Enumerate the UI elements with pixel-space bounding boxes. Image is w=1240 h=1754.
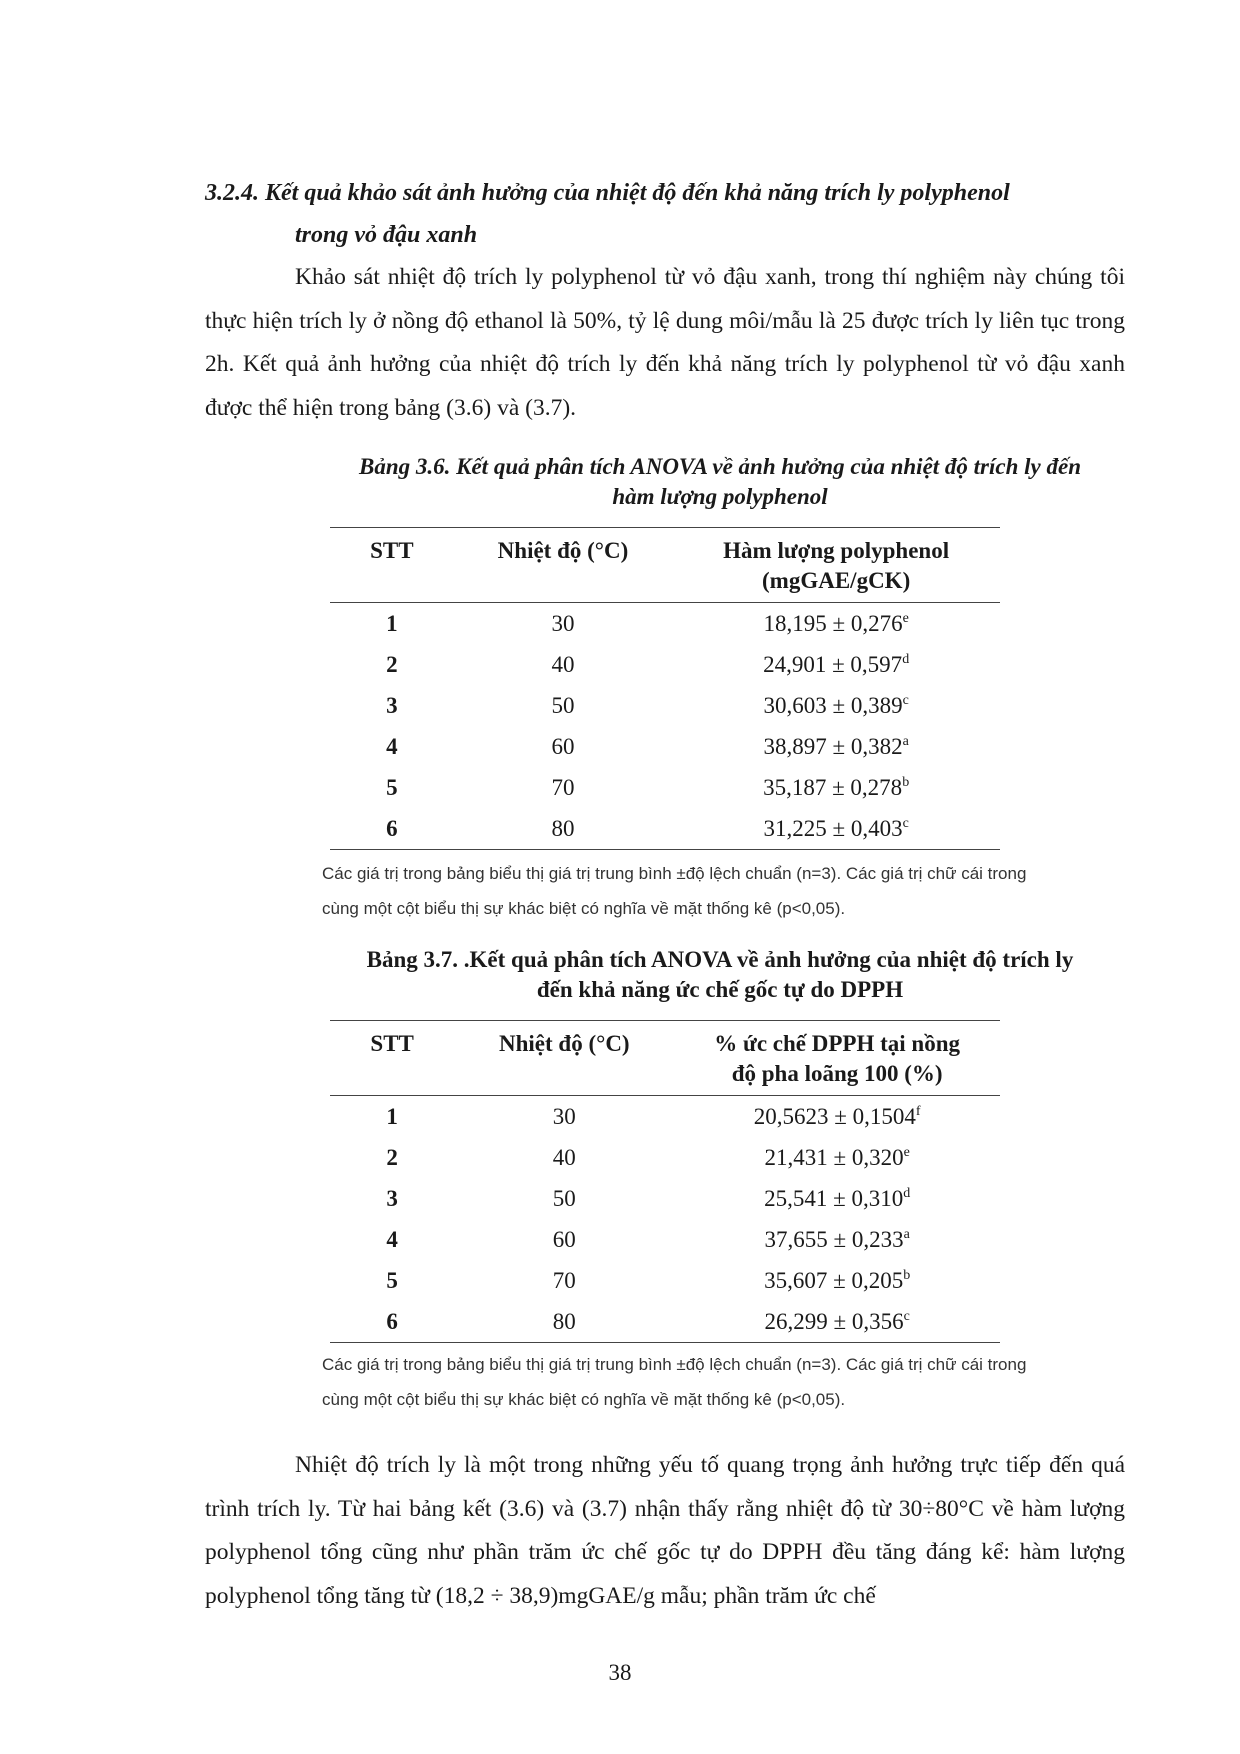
table1-cell-value — [672, 603, 1000, 645]
table1-value-text: 38,897 ± 0,382 — [763, 734, 903, 759]
table-row — [330, 1137, 1000, 1178]
table-row — [330, 1260, 1000, 1301]
table-row — [330, 685, 1000, 726]
table1-cell-value — [672, 767, 1000, 808]
table2-note — [322, 1347, 1142, 1417]
table2-header-value — [674, 1021, 1000, 1096]
table1-caption — [320, 452, 1120, 512]
table2-note-line1: Các giá trị trong bảng biểu thị giá trị trung bình ±độ lệch chuẩn (n=3). Các giá trị chữ cái trong — [322, 1355, 1027, 1374]
table-polyphenol — [330, 527, 1000, 850]
paragraph-discussion — [205, 1444, 1125, 1618]
table2-caption-line1: Bảng 3.7. .Kết quả phân tích ANOVA về ảnh hưởng của nhiệt độ trích ly — [366, 947, 1074, 972]
table1-header-value — [672, 528, 1000, 603]
table2-cell-temp: 70 — [552, 1268, 576, 1293]
table-row — [330, 1301, 1000, 1343]
table2-cell-stt: 2 — [386, 1145, 398, 1170]
table2-cell-stt: 5 — [386, 1268, 398, 1293]
table2-cell-temp: 40 — [552, 1145, 576, 1170]
table1-value-sup: b — [902, 775, 910, 790]
table2-value-text: 21,431 ± 0,320 — [764, 1145, 904, 1170]
table2-value-sup: e — [903, 1145, 910, 1160]
table2-caption-line2: đến khả năng ức chế gốc tự do DPPH — [536, 977, 904, 1002]
table2-cell-temp: 30 — [552, 1104, 576, 1129]
table1-caption-line1: Bảng 3.6. Kết quả phân tích ANOVA về ảnh hưởng của nhiệt độ trích ly đến — [359, 454, 1081, 479]
table1-header-value-line1: Hàm lượng polyphenol — [723, 538, 950, 563]
table1-header-value-line2: (mgGAE/gCK) — [762, 568, 911, 593]
table2-header-temp: Nhiệt độ (°C) — [454, 1021, 674, 1096]
table2-cell-stt: 6 — [330, 1301, 454, 1343]
table2-cell-value — [674, 1096, 1000, 1138]
table1-cell-value — [672, 685, 1000, 726]
table-row — [330, 644, 1000, 685]
table1-note — [322, 856, 1142, 926]
table-row — [330, 1219, 1000, 1260]
table1-cell-temp: 50 — [551, 693, 575, 718]
table1-cell-stt: 4 — [386, 734, 398, 759]
table2-caption — [320, 945, 1120, 1005]
table2-header-row — [330, 1021, 1000, 1096]
table-row — [330, 1096, 1000, 1138]
table1-cell-stt: 3 — [386, 693, 398, 718]
table1-cell-stt: 2 — [386, 652, 398, 677]
table2-cell-stt: 1 — [386, 1104, 398, 1129]
table2-cell-value — [674, 1137, 1000, 1178]
table2-note-line2: cùng một cột biểu thị sự khác biệt có nghĩa về mặt thống kê (p<0,05). — [322, 1390, 846, 1409]
table2-cell-stt: 4 — [386, 1227, 398, 1252]
table1-cell-value — [672, 726, 1000, 767]
table2-cell-value — [674, 1301, 1000, 1343]
table1-value-sup: e — [902, 611, 909, 626]
table2-cell-temp: 60 — [552, 1227, 576, 1252]
table2-value-text: 35,607 ± 0,205 — [764, 1268, 904, 1293]
table1-cell-temp: 60 — [551, 734, 575, 759]
table2-cell-value — [674, 1219, 1000, 1260]
table2-value-text: 25,541 ± 0,310 — [764, 1186, 904, 1211]
table1-note-line2: cùng một cột biểu thị sự khác biệt có nghĩa về mặt thống kê (p<0,05). — [322, 899, 846, 918]
table2-cell-value — [674, 1260, 1000, 1301]
table1-cell-stt: 1 — [386, 611, 398, 636]
table1-cell-stt: 5 — [386, 775, 398, 800]
table2-cell-value — [674, 1178, 1000, 1219]
table1-value-text: 31,225 ± 0,403 — [763, 816, 903, 841]
table1-value-sup: c — [902, 693, 909, 708]
table2-cell-stt: 3 — [386, 1186, 398, 1211]
table1-value-text: 35,187 ± 0,278 — [763, 775, 903, 800]
paragraph-discussion-text: Nhiệt độ trích ly là một trong những yếu tố quang trọng ảnh hưởng trực tiếp đến quá trình trích ly. Từ hai bảng kết (3.6) và (3.7) nhận thấy rằng nhiệt độ từ 30÷80°C về hàm lượng polyphenol tổng cũng như phần trăm ức chế gốc tự do DPPH đều tăng đáng kể: hàm lượng polyphenol tổng tăng từ (18,2 ÷ 38,9)mgGAE/g mẫu; phần trăm ức chế — [205, 1452, 1125, 1609]
section-heading-line1: 3.2.4. Kết quả khảo sát ảnh hưởng của nhiệt độ đến khả năng trích ly polyphenol — [205, 180, 1010, 206]
table2-header-value-line1: % ức chế DPPH tại nồng — [714, 1031, 960, 1056]
table1-header-temp: Nhiệt độ (°C) — [454, 528, 673, 603]
table1-cell-temp: 70 — [551, 775, 575, 800]
table1-cell-value — [672, 808, 1000, 850]
table2-cell-temp: 50 — [552, 1186, 576, 1211]
table1-cell-value — [672, 644, 1000, 685]
table2-value-sup: f — [915, 1104, 921, 1119]
table2-value-sup: c — [903, 1309, 910, 1324]
table-row — [330, 1178, 1000, 1219]
paragraph-intro-text: Khảo sát nhiệt độ trích ly polyphenol từ vỏ đậu xanh, trong thí nghiệm này chúng tôi thực hiện trích ly ở nồng độ ethanol là 50%, tỷ lệ dung môi/mẫu là 25 được trích ly liên tục trong 2h. Kết quả ảnh hưởng của nhiệt độ trích ly đến khả năng trích ly polyphenol từ vỏ đậu xanh được thể hiện trong bảng (3.6) và (3.7). — [205, 264, 1125, 421]
table2-value-text: 26,299 ± 0,356 — [764, 1309, 904, 1334]
table1-caption-line2: hàm lượng polyphenol — [612, 484, 828, 509]
section-heading-line2: trong vỏ đậu xanh — [295, 222, 478, 248]
table1-header-stt: STT — [330, 528, 454, 603]
table1-value-sup: a — [902, 734, 909, 749]
table1-note-line1: Các giá trị trong bảng biểu thị giá trị trung bình ±độ lệch chuẩn (n=3). Các giá trị chữ cái trong — [322, 864, 1027, 883]
table2-value-sup: d — [903, 1186, 911, 1201]
table2-value-sup: a — [903, 1227, 910, 1242]
table-row — [330, 767, 1000, 808]
table-row — [330, 603, 1000, 645]
table2-value-text: 37,655 ± 0,233 — [764, 1227, 904, 1252]
table2-value-sup: b — [903, 1268, 911, 1283]
table1-value-sup: c — [902, 816, 909, 831]
table2-value-text: 20,5623 ± 0,1504 — [753, 1104, 916, 1129]
table1-cell-stt: 6 — [330, 808, 454, 850]
table1-cell-temp: 80 — [454, 808, 673, 850]
table-row — [330, 808, 1000, 850]
table-dpph — [330, 1020, 1000, 1343]
table-row — [330, 726, 1000, 767]
table1-cell-temp: 30 — [551, 611, 575, 636]
table1-cell-temp: 40 — [551, 652, 575, 677]
table1-header-row — [330, 528, 1000, 603]
table2-header-value-line2: độ pha loãng 100 (%) — [731, 1061, 943, 1086]
table1-value-text: 18,195 ± 0,276 — [763, 611, 903, 636]
section-heading — [205, 172, 1125, 256]
table2-header-stt: STT — [330, 1021, 454, 1096]
page-number: 38 — [608, 1660, 632, 1685]
paragraph-intro — [205, 256, 1125, 430]
table1-value-text: 30,603 ± 0,389 — [763, 693, 903, 718]
table2-cell-temp: 80 — [454, 1301, 674, 1343]
table1-value-sup: d — [902, 652, 910, 667]
table1-value-text: 24,901 ± 0,597 — [763, 652, 903, 677]
